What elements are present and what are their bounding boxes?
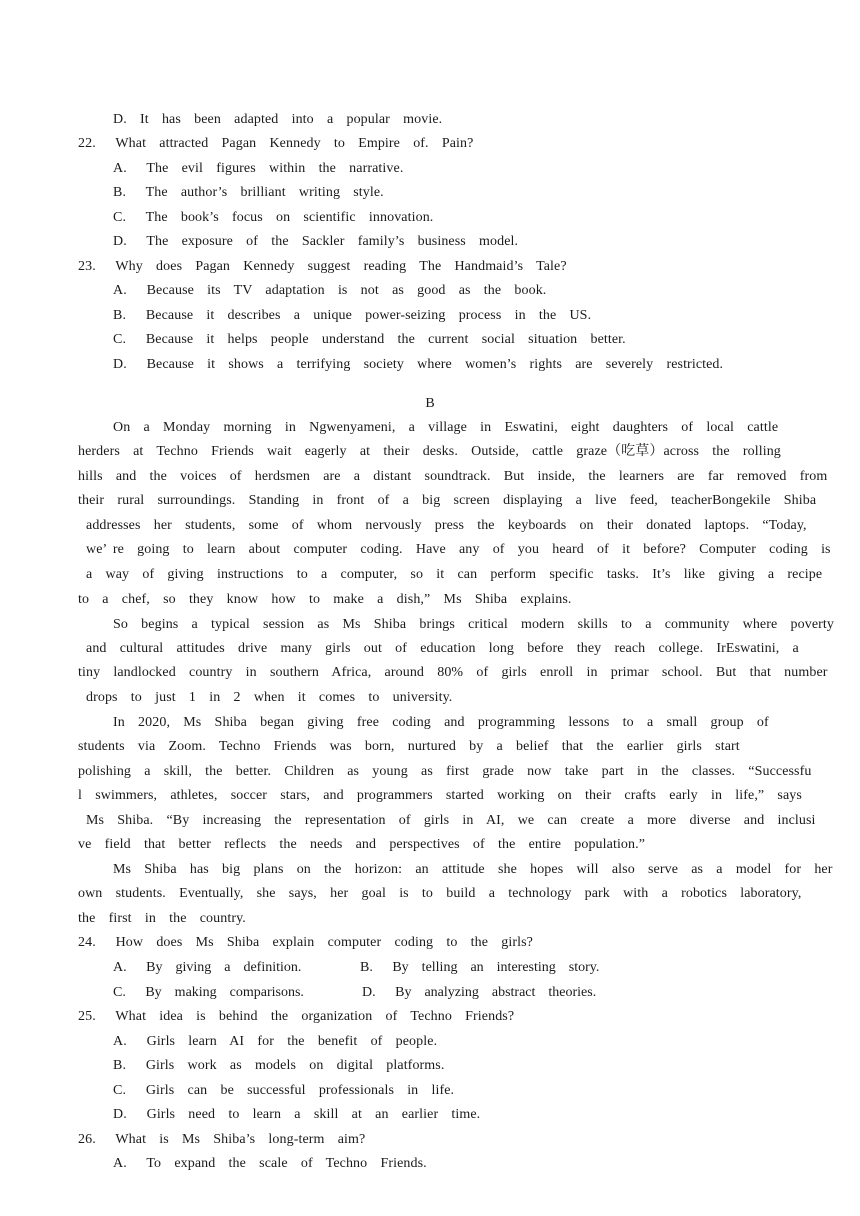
q22-stem: 22. What attracted Pagan Kennedy to Empire of. Pain? [78,136,474,151]
passage-line: to a chef, so they know how to make a dish,” Ms Shiba explains. [78,592,572,607]
passage-line: hills and the voices of herdsmen are a distant soundtrack. But inside, the learners are far removed from [78,469,828,484]
q21-option-d: D. It has been adapted into a popular movie. [113,112,443,127]
q25-stem: 25. What idea is behind the organization of Techno Friends? [78,1009,515,1024]
q24-option-d: D. By analyzing abstract theories. [362,985,597,1000]
q23-option-c: C. Because it helps people understand the current social situation better. [113,332,626,347]
q24-option-a: A. By giving a definition. [113,960,302,975]
passage-line: tiny landlocked country in southern Africa, around 80% of girls enroll in primar school. But that number [78,665,828,680]
q26-stem: 26. What is Ms Shiba’s long-term aim? [78,1132,366,1147]
q24-option-b: B. By telling an interesting story. [360,960,600,975]
passage-line: In 2020, Ms Shiba began giving free coding and programming lessons to a small group of [113,715,769,730]
passage-line: polishing a skill, the better. Children as young as first grade now take part in the classes. “Successfu [78,764,812,779]
q25-option-c: C. Girls can be successful professionals in life. [113,1083,455,1098]
passage-line: addresses her students, some of whom nervously press the keyboards on their donated laptops. “Today, [86,518,807,533]
q23-stem: 23. Why does Pagan Kennedy suggest reading The Handmaid’s Tale? [78,259,567,274]
passage-line: l swimmers, athletes, soccer stars, and programmers started working on their crafts early in life,” says [78,788,802,803]
passage-line: Ms Shiba has big plans on the horizon: an attitude she hopes will also serve as a model for her [113,862,833,877]
q23-option-d: D. Because it shows a terrifying society where women’s rights are severely restricted. [113,357,724,372]
passage-line: we’ re going to learn about computer coding. Have any of you heard of it before? Computer coding is [86,542,831,557]
q22-option-c: C. The book’s focus on scientific innovation. [113,210,434,225]
passage-line: and cultural attitudes drive many girls out of education long before they reach college. IrEswatini, a [86,641,799,656]
passage-line: drops to just 1 in 2 when it comes to university. [86,690,453,705]
q22-option-d: D. The exposure of the Sackler family’s business model. [113,234,519,249]
passage-line: herders at Techno Friends wait eagerly at their desks. Outside, cattle graze（吃草）across the rolling [78,444,781,459]
q25-option-d: D. Girls need to learn a skill at an earlier time. [113,1107,481,1122]
q23-option-a: A. Because its TV adaptation is not as good as the book. [113,283,547,298]
passage-line: students via Zoom. Techno Friends was born, nurtured by a belief that the earlier girls start [78,739,740,754]
q25-option-b: B. Girls work as models on digital platforms. [113,1058,445,1073]
q26-option-a: A. To expand the scale of Techno Friends. [113,1156,427,1171]
passage-line: So begins a typical session as Ms Shiba brings critical modern skills to a community where poverty [113,617,834,632]
passage-line: a way of giving instructions to a computer, so it can perform specific tasks. It’s like giving a recipe [86,567,823,582]
section-b-title: B [425,396,435,411]
passage-line: their rural surroundings. Standing in front of a big screen displaying a live feed, teacherBongekile Shiba [78,493,817,508]
q25-option-a: A. Girls learn AI for the benefit of people. [113,1034,438,1049]
passage-line: own students. Eventually, she says, her goal is to build a technology park with a robotics laboratory, [78,886,802,901]
q24-stem: 24. How does Ms Shiba explain computer coding to the girls? [78,935,533,950]
q22-option-a: A. The evil figures within the narrative. [113,161,404,176]
q24-option-c: C. By making comparisons. [113,985,304,1000]
passage-line: On a Monday morning in Ngwenyameni, a village in Eswatini, eight daughters of local cattle [113,420,779,435]
passage-line: the first in the country. [78,911,246,926]
passage-line: Ms Shiba. “By increasing the representation of girls in AI, we can create a more diverse and inclusi [86,813,816,828]
q22-option-b: B. The author’s brilliant writing style. [113,185,384,200]
q23-option-b: B. Because it describes a unique power-seizing process in the US. [113,308,592,323]
passage-line: ve field that better reflects the needs and perspectives of the entire population.” [78,837,646,852]
